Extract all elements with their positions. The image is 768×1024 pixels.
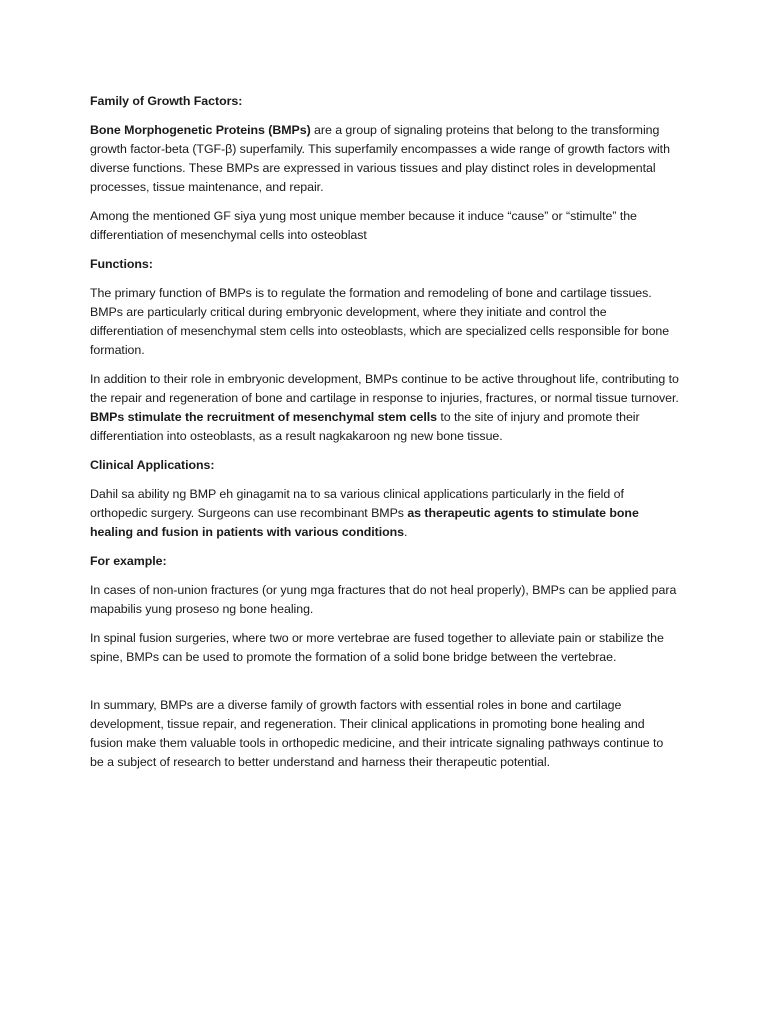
bold-phrase-recruitment: BMPs stimulate the recruitment of mesenchymal stem cells xyxy=(90,410,438,424)
paragraph-bmp-definition xyxy=(90,121,680,197)
paragraph-clinical-use xyxy=(90,485,680,542)
paragraph-text: Dahil sa ability ng BMP eh ginagamit na to sa various clinical applications particularly in the field of orthopedic surgery. Surgeons can use recombinant BMPs xyxy=(90,487,624,520)
heading-clinical-applications: Clinical Applications: xyxy=(90,458,215,472)
paragraph-primary-function: The primary function of BMPs is to regulate the formation and remodeling of bone and cartilage tissues. BMPs are particularly critical during embryonic development, where they initiate and control the differentiation of mesenchymal stem cells into osteoblasts, which are specialized cells responsible for bone formation. xyxy=(90,286,670,357)
bold-term-bmps: Bone Morphogenetic Proteins (BMPs) xyxy=(90,123,311,137)
bold-phrase-therapeutic-agents: as therapeutic agents to stimulate bone healing and fusion in patients with various conditions xyxy=(90,506,639,539)
heading-family-of-growth-factors: Family of Growth Factors: xyxy=(90,94,243,108)
heading-functions: Functions: xyxy=(90,257,153,271)
paragraph-text: . xyxy=(403,525,408,539)
paragraph-summary: In summary, BMPs are a diverse family of growth factors with essential roles in bone and cartilage development, tissue repair, and regeneration. Their clinical applications in promoting bone healing and fusion make them valuable tools in orthopedic medicine, and their intricate signaling pathways continue to be a subject of research to better understand and harness their therapeutic potential. xyxy=(90,698,664,769)
paragraph-text: are a group of signaling proteins that belong to the transforming growth factor-beta (TGF-β) superfamily. This superfamily encompasses a wide range of growth factors with diverse functions. These BMPs are expressed in various tissues and play distinct roles in developmental processes, tissue maintenance, and repair. xyxy=(90,123,670,194)
heading-for-example: For example: xyxy=(90,554,167,568)
paragraph-active-throughout-life xyxy=(90,370,680,446)
paragraph-unique-member: Among the mentioned GF siya yung most unique member because it induce “cause” or “stimulte” the differentiation of mesenchymal cells into osteoblast xyxy=(90,209,637,242)
paragraph-non-union-fractures: In cases of non-union fractures (or yung mga fractures that do not heal properly), BMPs can be applied para mapabilis yung proseso ng bone healing. xyxy=(90,583,677,616)
paragraph-spinal-fusion: In spinal fusion surgeries, where two or more vertebrae are fused together to alleviate pain or stabilize the spine, BMPs can be used to promote the formation of a solid bone bridge between the vertebrae. xyxy=(90,631,664,664)
paragraph-text: to the site of injury and promote their differentiation into osteoblasts, as a result nagkakaroon ng new bone tissue. xyxy=(90,410,640,443)
paragraph-text: In addition to their role in embryonic development, BMPs continue to be active throughout life, contributing to the repair and regeneration of bone and cartilage in response to injuries, fractures, or normal tissue turnover. xyxy=(90,372,679,405)
blank-line xyxy=(90,677,680,696)
document-page xyxy=(90,92,680,782)
